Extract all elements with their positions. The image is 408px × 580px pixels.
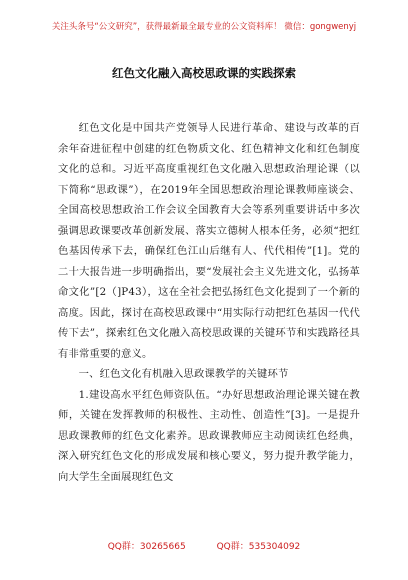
paragraph-intro: 红色文化是中国共产党领导人民进行革命、建设与改革的百余年奋进征程中创建的红色物质文化、红色精神文化和红色制度文化的总和。习近平高度重视红色文化融入思想政治理论课（以下简称“思政课”），在2019年全国思想政治理论课教师座谈会、全国高校思想政治工作会议全国教育大会等系列重要讲话中多次强调思政课要改革创新发展、落实立德树人根本任务，必须“把红色基因传承下去，确保红色江山后继有人、代代相传”[1]。党的二十大报告进一步明确指出，要“发展社会主义先进文化，弘扬革命文化”[2（]P43），这在全社会把弘扬红色文化提到了一个新的高度。因此，探讨在高校思政课中“用实际行动把红色基因一代代传下去”，探索红色文化融入高校思政课的关键环节和实践路径具有非常重要的意义。 — [58, 122, 360, 360]
paragraph-teachers: 1.建设高水平红色师资队伍。“办好思想政治理论课关键在教师，关键在发挥教师的积极性、主动性、创造性”[3]。一是提升思政课教师的红色文化素养。思政课教师应主动阅读红色经典，深入研究红色文化的形成发展和核心要义，努力提升教学能力，向大学生全面展现红色文 — [58, 388, 360, 483]
section-heading: 一、红色文化有机融入思政课教学的关键环节 — [78, 368, 289, 380]
qq-group-1: QQ群：30265665 — [107, 542, 186, 552]
document-body — [58, 118, 360, 487]
promo-notice: 关注头条号“公文研究”，获得最新最全最专业的公文资料库！ 微信：gongwenyj — [51, 22, 357, 32]
qq-footer — [0, 541, 408, 553]
document-title: 红色文化融入高校思政课的实践探索 — [112, 66, 296, 80]
qq-group-2: QQ群：535304092 — [216, 542, 301, 552]
promo-header — [0, 0, 408, 60]
